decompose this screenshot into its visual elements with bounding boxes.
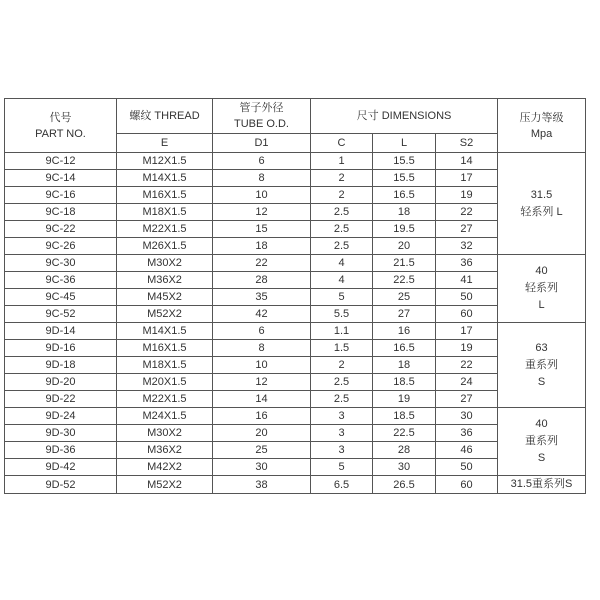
part-no-cell: 9C-52 — [5, 306, 117, 323]
tube-od-cell: 18 — [213, 238, 311, 255]
tube-od-cell: 15 — [213, 221, 311, 238]
dim-c-cell: 2 — [311, 170, 373, 187]
dim-c-cell: 1.5 — [311, 340, 373, 357]
dim-s2-cell: 24 — [436, 374, 498, 391]
dim-s2-cell: 50 — [436, 289, 498, 306]
dim-c-cell: 2 — [311, 187, 373, 204]
pressure-grade-line: 31.5 — [530, 188, 553, 201]
parts-dimension-table — [4, 98, 586, 494]
thread-cell: M36X2 — [117, 442, 213, 459]
pressure-grade-line: 轻系列 — [525, 282, 559, 294]
header-thread-e: E — [117, 134, 213, 153]
header-tube-od-en: TUBE O.D. — [233, 118, 289, 130]
dim-s2-cell: 60 — [436, 476, 498, 494]
part-no-cell: 9D-42 — [5, 459, 117, 476]
header-tube-od-d1: D1 — [213, 134, 311, 153]
part-no-cell: 9D-22 — [5, 391, 117, 408]
header-part-no-cn: 代号 — [49, 111, 72, 124]
header-row-top — [5, 99, 586, 134]
dim-s2-cell: 60 — [436, 306, 498, 323]
dim-s2-cell: 32 — [436, 238, 498, 255]
part-no-cell: 9C-16 — [5, 187, 117, 204]
header-tube-od-cn: 管子外径 — [239, 102, 284, 114]
tube-od-cell: 6 — [213, 153, 311, 170]
tube-od-cell: 20 — [213, 425, 311, 442]
part-no-cell: 9C-45 — [5, 289, 117, 306]
dim-l-cell: 28 — [373, 442, 436, 459]
tube-od-cell: 38 — [213, 476, 311, 494]
tube-od-cell: 30 — [213, 459, 311, 476]
dim-c-cell: 1 — [311, 153, 373, 170]
part-no-cell: 9C-12 — [5, 153, 117, 170]
dim-c-cell: 5 — [311, 459, 373, 476]
dim-s2-cell: 36 — [436, 425, 498, 442]
dim-l-cell: 16.5 — [373, 340, 436, 357]
dim-s2-cell: 50 — [436, 459, 498, 476]
dim-c-cell: 2.5 — [311, 238, 373, 255]
table-body — [5, 153, 586, 494]
dim-c-cell: 3 — [311, 425, 373, 442]
part-no-cell: 9D-30 — [5, 425, 117, 442]
dim-l-cell: 16.5 — [373, 187, 436, 204]
header-dim-s2: S2 — [436, 134, 498, 153]
header-pressure-grade — [498, 99, 586, 153]
dim-c-cell: 5 — [311, 289, 373, 306]
header-tube-od — [213, 99, 311, 134]
pressure-grade-line: L — [538, 299, 545, 311]
tube-od-cell: 35 — [213, 289, 311, 306]
thread-cell: M42X2 — [117, 459, 213, 476]
pressure-grade-line: 31.5重系列S — [510, 478, 573, 490]
pressure-grade-line: 重系列 — [525, 358, 559, 371]
dim-c-cell: 3 — [311, 442, 373, 459]
part-no-cell: 9D-18 — [5, 357, 117, 374]
dim-l-cell: 16 — [373, 323, 436, 340]
thread-cell: M16X1.5 — [117, 187, 213, 204]
part-no-cell: 9D-36 — [5, 442, 117, 459]
tube-od-cell: 14 — [213, 391, 311, 408]
header-dim-c: C — [311, 134, 373, 153]
thread-cell: M52X2 — [117, 476, 213, 494]
tube-od-cell: 16 — [213, 408, 311, 425]
thread-cell: M26X1.5 — [117, 238, 213, 255]
part-no-cell: 9C-36 — [5, 272, 117, 289]
thread-cell: M52X2 — [117, 306, 213, 323]
dim-l-cell: 27 — [373, 306, 436, 323]
dim-l-cell: 20 — [373, 238, 436, 255]
header-pressure-grade-cn: 压力等级 — [519, 111, 564, 124]
dim-s2-cell: 19 — [436, 187, 498, 204]
header-part-no — [5, 99, 117, 153]
dim-s2-cell: 22 — [436, 357, 498, 374]
part-no-cell: 9C-18 — [5, 204, 117, 221]
dim-l-cell: 19 — [373, 391, 436, 408]
dim-s2-cell: 17 — [436, 170, 498, 187]
part-no-cell: 9D-20 — [5, 374, 117, 391]
header-thread: 螺纹 THREAD — [117, 99, 213, 134]
pressure-grade-cell — [498, 476, 586, 494]
part-no-cell: 9D-24 — [5, 408, 117, 425]
dim-l-cell: 18 — [373, 357, 436, 374]
dim-s2-cell: 22 — [436, 204, 498, 221]
tube-od-cell: 25 — [213, 442, 311, 459]
thread-cell: M30X2 — [117, 425, 213, 442]
part-no-cell: 9C-14 — [5, 170, 117, 187]
dim-s2-cell: 27 — [436, 221, 498, 238]
dim-l-cell: 18.5 — [373, 408, 436, 425]
dim-c-cell: 5.5 — [311, 306, 373, 323]
header-part-no-en: PART NO. — [35, 127, 86, 140]
dim-c-cell: 6.5 — [311, 476, 373, 494]
tube-od-cell: 6 — [213, 323, 311, 340]
dim-l-cell: 22.5 — [373, 425, 436, 442]
pressure-grade-cell — [498, 255, 586, 323]
table-row — [5, 153, 586, 170]
part-no-cell: 9C-30 — [5, 255, 117, 272]
thread-cell: M36X2 — [117, 272, 213, 289]
part-no-cell: 9D-52 — [5, 476, 117, 494]
tube-od-cell: 10 — [213, 357, 311, 374]
dim-c-cell: 1.1 — [311, 323, 373, 340]
header-pressure-grade-unit: Mpa — [530, 127, 553, 140]
dim-l-cell: 19.5 — [373, 221, 436, 238]
thread-cell: M12X1.5 — [117, 153, 213, 170]
dim-l-cell: 15.5 — [373, 170, 436, 187]
pressure-grade-cell — [498, 153, 586, 255]
dim-s2-cell: 17 — [436, 323, 498, 340]
tube-od-cell: 22 — [213, 255, 311, 272]
dim-l-cell: 25 — [373, 289, 436, 306]
pressure-grade-line: 40 — [535, 265, 548, 277]
dim-s2-cell: 19 — [436, 340, 498, 357]
pressure-grade-line: S — [537, 452, 546, 464]
dim-c-cell: 2.5 — [311, 221, 373, 238]
thread-cell: M18X1.5 — [117, 357, 213, 374]
tube-od-cell: 12 — [213, 204, 311, 221]
pressure-grade-line: 轻系列 L — [520, 205, 563, 218]
thread-cell: M24X1.5 — [117, 408, 213, 425]
tube-od-cell: 10 — [213, 187, 311, 204]
thread-cell: M14X1.5 — [117, 170, 213, 187]
thread-cell: M14X1.5 — [117, 323, 213, 340]
thread-cell: M16X1.5 — [117, 340, 213, 357]
dim-l-cell: 22.5 — [373, 272, 436, 289]
table-row — [5, 323, 586, 340]
pressure-grade-cell — [498, 323, 586, 408]
pressure-grade-line: 40 — [535, 418, 548, 430]
dim-c-cell: 2.5 — [311, 391, 373, 408]
dim-s2-cell: 41 — [436, 272, 498, 289]
table-header — [5, 99, 586, 153]
table-row — [5, 476, 586, 494]
dim-c-cell: 2.5 — [311, 374, 373, 391]
thread-cell: M20X1.5 — [117, 374, 213, 391]
part-no-cell: 9C-26 — [5, 238, 117, 255]
header-dimensions: 尺寸 DIMENSIONS — [311, 99, 498, 134]
tube-od-cell: 42 — [213, 306, 311, 323]
thread-cell: M22X1.5 — [117, 391, 213, 408]
part-no-cell: 9D-16 — [5, 340, 117, 357]
table-row — [5, 408, 586, 425]
dim-l-cell: 15.5 — [373, 153, 436, 170]
part-no-cell: 9C-22 — [5, 221, 117, 238]
dim-c-cell: 2 — [311, 357, 373, 374]
dim-l-cell: 30 — [373, 459, 436, 476]
dim-l-cell: 18 — [373, 204, 436, 221]
thread-cell: M45X2 — [117, 289, 213, 306]
tube-od-cell: 28 — [213, 272, 311, 289]
pressure-grade-line: 重系列 — [525, 435, 559, 447]
dim-l-cell: 21.5 — [373, 255, 436, 272]
pressure-grade-line: 63 — [535, 341, 548, 354]
tube-od-cell: 12 — [213, 374, 311, 391]
dim-c-cell: 4 — [311, 272, 373, 289]
header-dim-l: L — [373, 134, 436, 153]
dim-c-cell: 3 — [311, 408, 373, 425]
table-row — [5, 255, 586, 272]
dim-s2-cell: 30 — [436, 408, 498, 425]
dim-l-cell: 18.5 — [373, 374, 436, 391]
pressure-grade-line: S — [537, 375, 546, 388]
thread-cell: M22X1.5 — [117, 221, 213, 238]
dim-s2-cell: 14 — [436, 153, 498, 170]
dim-c-cell: 2.5 — [311, 204, 373, 221]
tube-od-cell: 8 — [213, 170, 311, 187]
dim-c-cell: 4 — [311, 255, 373, 272]
thread-cell: M18X1.5 — [117, 204, 213, 221]
dim-s2-cell: 46 — [436, 442, 498, 459]
thread-cell: M30X2 — [117, 255, 213, 272]
dim-l-cell: 26.5 — [373, 476, 436, 494]
pressure-grade-cell — [498, 408, 586, 476]
part-no-cell: 9D-14 — [5, 323, 117, 340]
dim-s2-cell: 36 — [436, 255, 498, 272]
dim-s2-cell: 27 — [436, 391, 498, 408]
tube-od-cell: 8 — [213, 340, 311, 357]
